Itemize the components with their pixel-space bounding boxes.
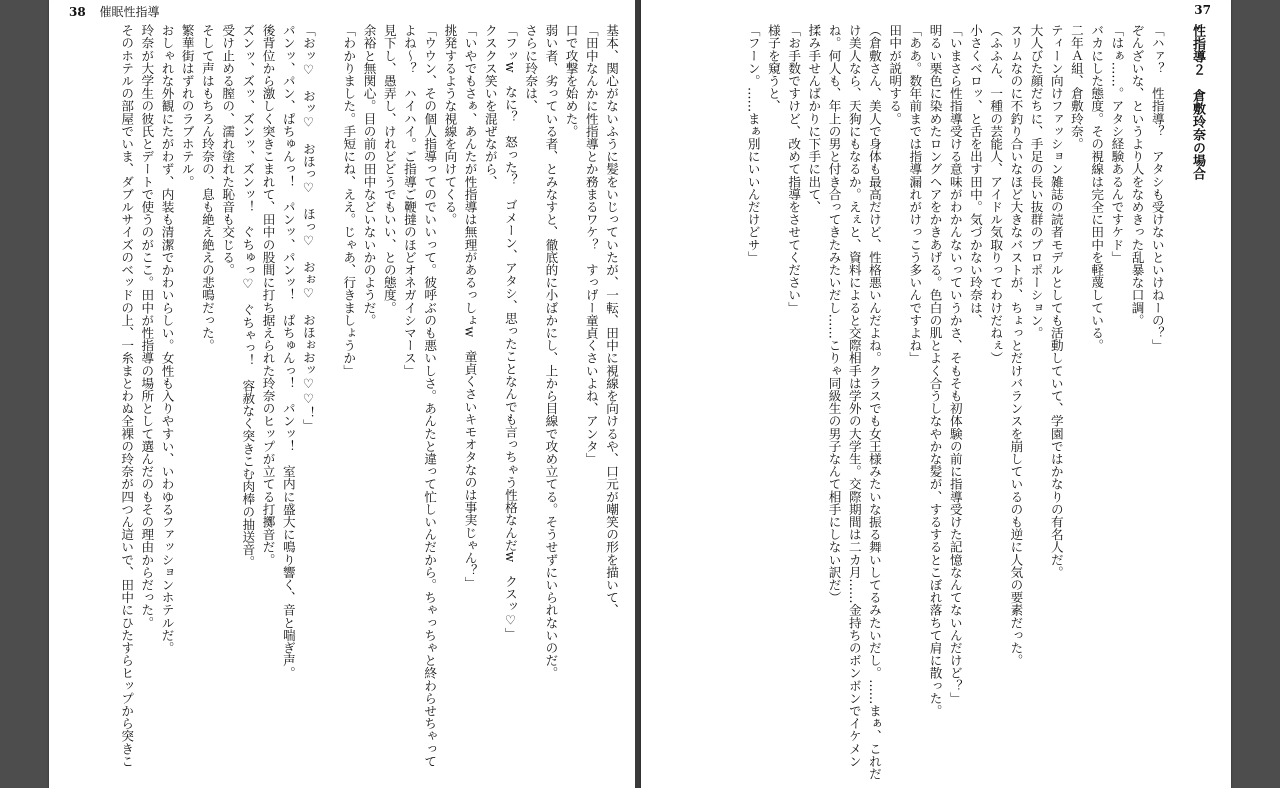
text-line: 「フーン。……まぁ別にいいんだけどサ」 bbox=[745, 24, 761, 264]
text-line: スリムなのに不釣り合いなほど大きなバストが、ちょっとだけバランスを崩しているのも逆に人気の要素だった。 bbox=[1008, 24, 1024, 667]
left-page-number: 38 bbox=[69, 5, 86, 19]
text-line: 受け止める膣の、濡れ塗れた恥音も交じる。 bbox=[220, 24, 236, 276]
text-line: パンッ、パン、ぱちゅんっ！ パンッ、パンッ！ ぱちゅんっ！ パンッ！ 室内に盛大に鳴り響く、音と喘ぎ声。 bbox=[280, 24, 296, 680]
text-line: 弱い者、劣っている者、とみなすと、徹底的に小ばかにし、上から目線で攻め立てる。そうせずにいられないのだ。 bbox=[543, 24, 559, 680]
text-line: ティーン向けファッション雑誌の読者モデルとしても活動していて、学園ではかなりの有名人だ。 bbox=[1048, 24, 1064, 579]
left-page-header bbox=[69, 3, 160, 20]
left-page-body bbox=[61, 24, 621, 784]
text-line: 後背位から激しく突きこまれて、田中の股間に打ち据えられた玲奈のヒップが立てる打擲音だ。 bbox=[260, 24, 276, 566]
right-page-body bbox=[647, 24, 1207, 784]
text-line: 見下し、愚弄し、けれどどうでもいい、との態度。 bbox=[381, 24, 397, 314]
text-line: 「はぁ……。アタシ経験あるんですケド」 bbox=[1109, 24, 1125, 264]
text-line: ぞんざいな、というより人をなめきった乱暴な口調。 bbox=[1129, 24, 1145, 327]
text-line: 明るい栗色に染めたロングヘアをかきあげる。色白の肌とよく合うしなやかな髪が、するするとこぼれ落ちて肩に散った。 bbox=[927, 24, 943, 717]
left-page bbox=[49, 0, 635, 788]
text-line: よね～？ ハイハイ。ご指導ご鞭撻のほどオネガイシマース」 bbox=[401, 24, 417, 377]
text-line: 様子を窺うと、 bbox=[765, 24, 781, 113]
text-line: 玲奈が大学生の彼氏とデートで使うのがここ。田中が性指導の場所として選んだのもその理由からだった。 bbox=[139, 24, 155, 629]
text-line: 繁華街はずれのラブホテル。 bbox=[179, 24, 195, 188]
text-line: 「ウウン、その個人指導ってのでいいって。彼呼ぶのも悪いしさ。あんたと違って忙しいんだから。ちゃっちゃと終わらせちゃって bbox=[422, 24, 438, 768]
text-line: 「おッ♡ おッ♡ おほっ♡ ほっ♡ おぉ♡ おほぉおッ♡♡！」 bbox=[300, 24, 316, 432]
text-line: 二年Ａ組、倉敷玲奈。 bbox=[1068, 24, 1084, 150]
text-line: 「フッw なに？ 怒った？ ゴメーン、アタシ、思ったことなんでも言っちゃう性格なんだw クスッ♡」 bbox=[502, 24, 518, 641]
text-line: クスクス笑いを混ぜながら、 bbox=[482, 24, 498, 188]
text-line: 余裕と無関心。目の前の田中などいないかのようだ。 bbox=[361, 24, 377, 327]
text-line bbox=[318, 24, 338, 784]
text-line: 挑発するような視線を向けてくる。 bbox=[442, 24, 458, 226]
text-line: （ふふん、一種の芸能人、アイドル気取りってわけだねぇ） bbox=[988, 24, 1004, 365]
text-line: 「いまさら性指導受ける意味がわかんないっていうかさ、そもそも初体験の前に指導受けた記憶なんてないんだけど？」 bbox=[947, 24, 963, 705]
text-line: さらに玲奈は、 bbox=[523, 24, 539, 113]
chapter-title: 性指導２ 倉敷玲奈の場合 bbox=[1190, 24, 1205, 180]
text-line: 「ハァ？ 性指導？ アタシも受けないといけねーの？」 bbox=[1149, 24, 1165, 352]
text-line: 小さくベロッ、と舌を出す田中。気づかない玲奈は、 bbox=[967, 24, 983, 327]
text-line: そのホテルの部屋でいま、ダブルサイズのベッドの上、一糸まとわぬ全裸の玲奈が四つん這いで、田中にひたすらヒップから突きこ bbox=[119, 24, 135, 768]
text-line: 「いやでもさぁ、あんたが性指導は無理があるっしょw 童貞くさいキモオタなのは事実じゃん？」 bbox=[462, 24, 478, 590]
text-line: そして声はもちろん玲奈の、息も絶え絶えの悲鳴だった。 bbox=[199, 24, 215, 352]
text-line: ズンッ、ズッ、ズンッ、ズンッ！ ぐちゅっ♡ ぐちゃっ！ 容赦なく突きこむ肉棒の抽送音。 bbox=[240, 24, 256, 569]
text-line: 大人びた顔だちに、手足の長い抜群のプロポーション。 bbox=[1028, 24, 1044, 339]
text-line: 基本、関心がないふうに髪をいじっていたが、一転、田中に視線を向けるや、口元が嘲笑の形を描いて、 bbox=[604, 24, 619, 617]
right-page bbox=[641, 0, 1231, 788]
text-line: 「田中なんかに性指導とか務まるワケ？ すっげー童貞くさいよね、アンタ」 bbox=[583, 24, 599, 465]
text-line: （倉敷さん、美人で身体も最高だけど、性格悪いんだよね。クラスでも女王様みたいな振る舞いしてるみたいだし。……まぁ、これだ bbox=[866, 24, 882, 780]
text-line: 「ああ。数年前までは指導漏れがけっこう多いんですよね」 bbox=[907, 24, 923, 365]
text-line: バカにした態度。その視線は完全に田中を軽蔑している。 bbox=[1089, 24, 1105, 352]
text-line: 田中が説明する。 bbox=[887, 24, 903, 125]
text-line: 「わかりました。手短にね、ええ。じゃあ、行きましょうか」 bbox=[341, 24, 357, 377]
text-line: 口で攻撃を始めた。 bbox=[563, 24, 579, 138]
running-title: 催眠性指導 bbox=[99, 5, 160, 19]
text-line: け美人なら、天狗にもなるか。えぇと、資料によると交際相手は学外の大学生。交際期間は二カ月……金持ちのボンボンでイケメン bbox=[846, 24, 862, 768]
text-line: 「お手数ですけど、改めて指導をさせてください」 bbox=[786, 24, 802, 314]
text-line: 揉み手せんばかりに下手に出て、 bbox=[806, 24, 822, 213]
text-line: おしゃれな外観にたがわず、内装も清潔でかわいらしい。女性も入りやすい、いわゆるファッションホテルだ。 bbox=[159, 24, 175, 654]
right-page-number: 37 bbox=[1194, 3, 1211, 17]
text-line: ね。何人も、年上の男と付き合ってきたみたいだし……こりゃ同級生の男子なんて相手にしない訳だ） bbox=[826, 24, 842, 604]
